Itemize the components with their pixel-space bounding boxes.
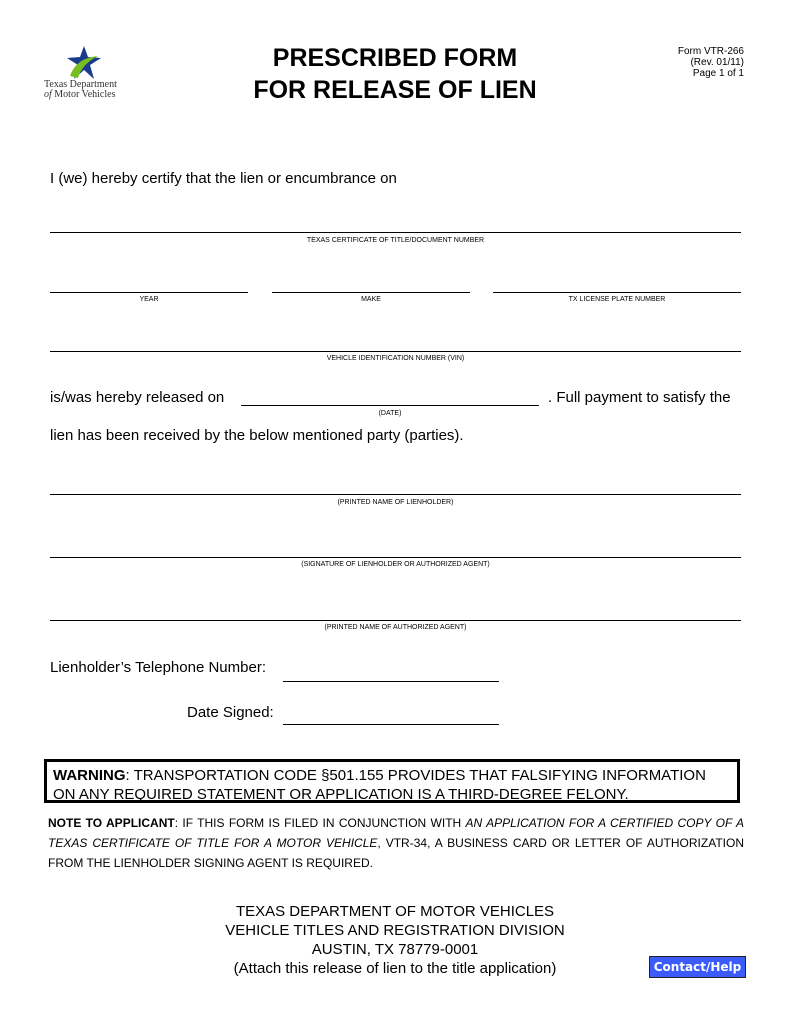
signature-caption: (SIGNATURE OF LIENHOLDER OR AUTHORIZED AGENT) [301, 561, 490, 568]
note-italic: AN APPLICATION FOR A CERTIFIED COPY OF A TEXAS CERTIFICATE OF TITLE FOR A MOTOR VEHICLE [48, 816, 744, 850]
lienholder-name-field[interactable] [50, 494, 741, 495]
footer-line-3: AUSTIN, TX 78779-0001 [311, 941, 479, 958]
footer-line-1: TEXAS DEPARTMENT OF MOTOR VEHICLES [235, 903, 555, 920]
footer-line-4: (Attach this release of lien to the title application) [233, 960, 557, 977]
make-field[interactable] [272, 292, 470, 293]
logo-line-1: Texas Department [44, 79, 117, 90]
title-line-2: FOR RELEASE OF LIEN [253, 76, 537, 104]
make-caption: MAKE [361, 296, 381, 303]
vin-field[interactable] [50, 351, 741, 352]
logo-text [44, 80, 117, 100]
warning-text: : TRANSPORTATION CODE §501.155 PROVIDES THAT FALSIFYING INFORMATION ON ANY REQUIRED STATEMENT OR APPLICATION IS A THIRD-DEGREE FELONY. [53, 767, 706, 803]
date-caption: (DATE) [378, 410, 402, 417]
page-title [200, 42, 590, 106]
date-signed-label: Date Signed: [187, 704, 274, 721]
plate-field[interactable] [493, 292, 741, 293]
form-number: Form VTR-266 [677, 46, 744, 57]
released-on-label: is/was hereby released on [50, 389, 225, 406]
title-number-caption: TEXAS CERTIFICATE OF TITLE/DOCUMENT NUMBER [306, 237, 485, 244]
lien-received-text: lien has been received by the below mentioned party (parties). [50, 427, 464, 444]
title-line-1: PRESCRIBED FORM [272, 44, 518, 72]
footer-address [150, 902, 640, 978]
footer-line-2: VEHICLE TITLES AND REGISTRATION DIVISION [225, 922, 565, 939]
telephone-field[interactable] [283, 681, 499, 682]
date-signed-field[interactable] [283, 724, 499, 725]
contact-help-button[interactable]: Contact/Help [649, 956, 746, 978]
logo-line-2 [44, 90, 117, 100]
note-text-1: : IF THIS FORM IS FILED IN CONJUNCTION WITH [174, 816, 466, 830]
form-revision: (Rev. 01/11) [690, 57, 744, 68]
vin-caption: VEHICLE IDENTIFICATION NUMBER (VIN) [326, 355, 465, 362]
year-field[interactable] [50, 292, 248, 293]
certify-statement: I (we) hereby certify that the lien or encumbrance on [50, 170, 397, 187]
agent-name-field[interactable] [50, 620, 741, 621]
title-number-field[interactable] [50, 232, 741, 233]
logo-of: of [44, 89, 52, 100]
release-date-field[interactable] [241, 405, 539, 406]
year-caption: YEAR [139, 296, 159, 303]
lienholder-name-caption: (PRINTED NAME OF LIENHOLDER) [337, 499, 454, 506]
note-label: NOTE TO APPLICANT [48, 816, 175, 830]
agent-name-caption: (PRINTED NAME OF AUTHORIZED AGENT) [324, 624, 467, 631]
signature-field[interactable] [50, 557, 741, 558]
warning-box [44, 759, 740, 803]
warning-label: WARNING [53, 767, 126, 784]
full-payment-text: . Full payment to satisfy the [548, 389, 731, 406]
txdmv-star-logo-icon [64, 46, 104, 80]
form-info [678, 46, 744, 79]
note-text-2: , VTR-34, A BUSINESS CARD OR LETTER OF AUTHORIZATION FROM THE LIENHOLDER SIGNING AGENT IS REQUIRED. [48, 836, 744, 870]
note-to-applicant [48, 813, 744, 873]
logo-motor-vehicles: Motor Vehicles [54, 89, 116, 100]
page-number: Page 1 of 1 [692, 68, 744, 79]
telephone-label: Lienholder’s Telephone Number: [50, 659, 266, 676]
plate-caption: TX LICENSE PLATE NUMBER [568, 296, 666, 303]
